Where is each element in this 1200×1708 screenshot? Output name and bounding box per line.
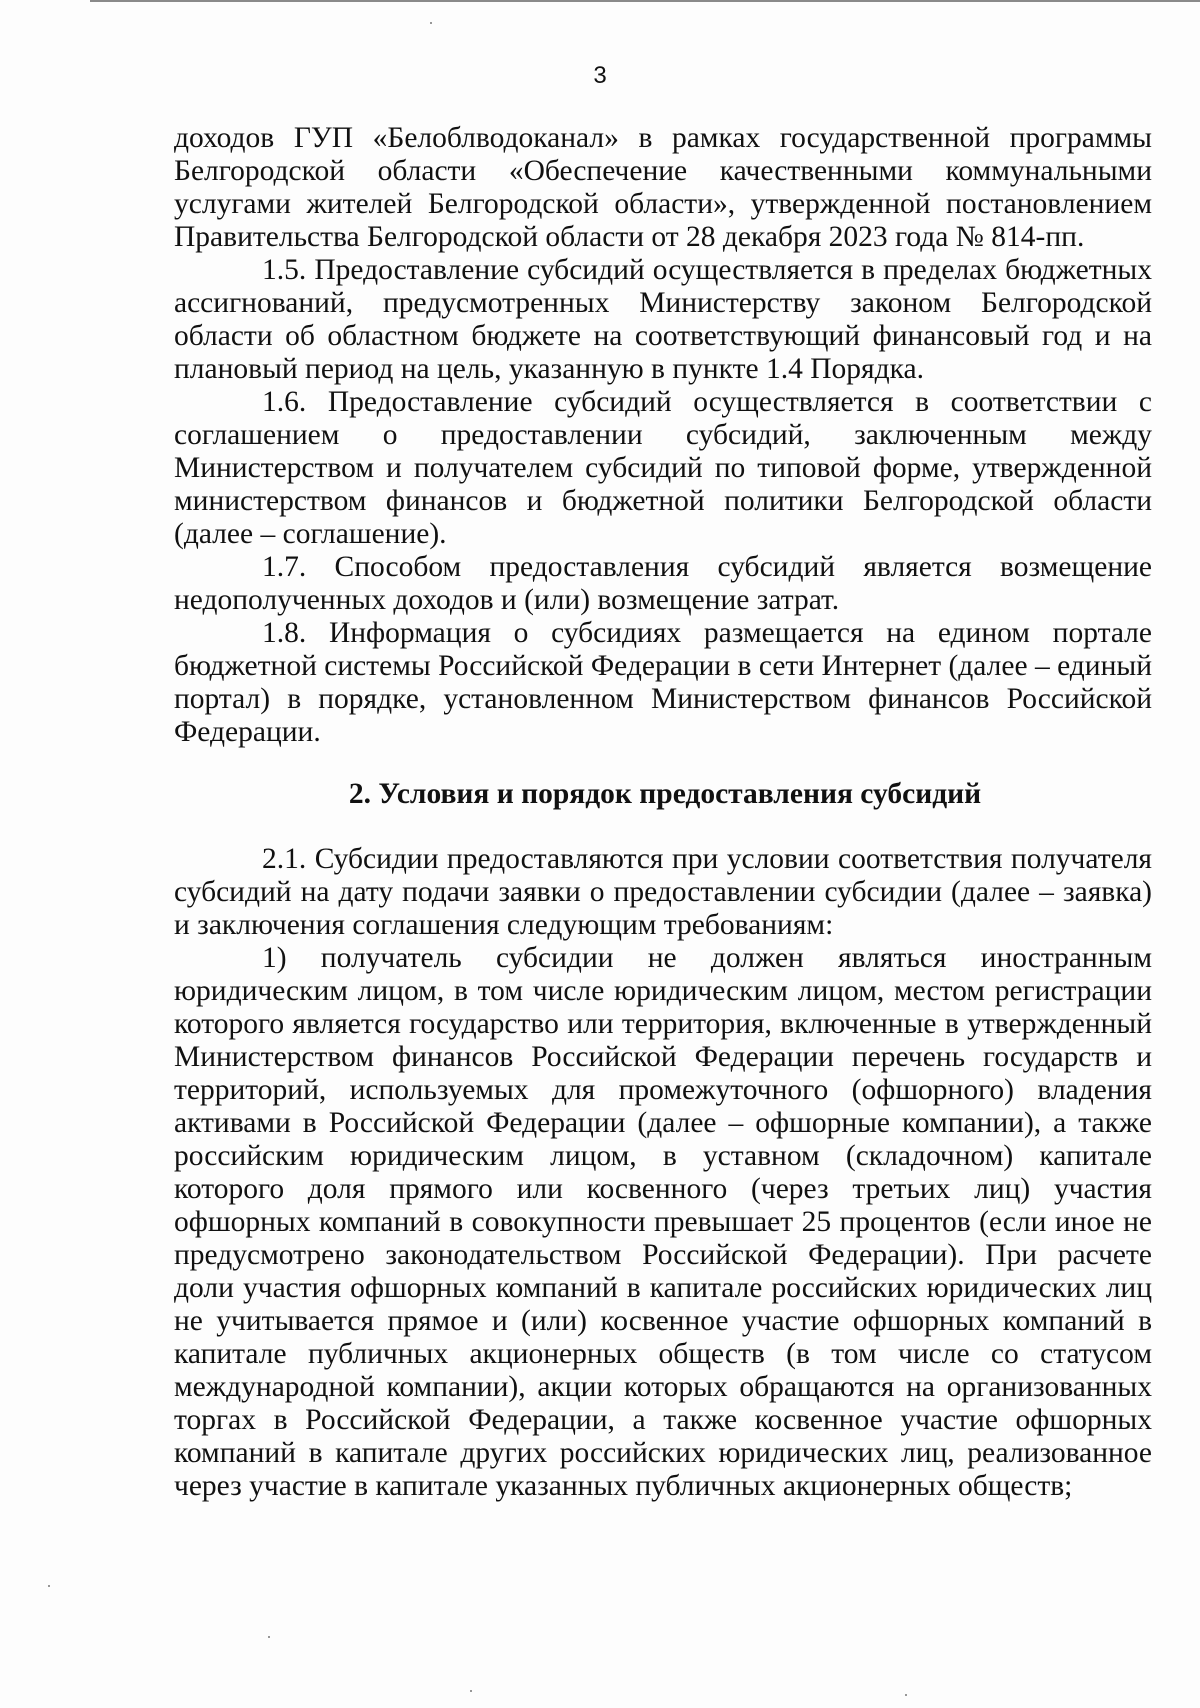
page-top-edge [90,0,1200,2]
scan-speck [470,1690,472,1692]
scan-speck [430,22,432,24]
scan-speck [268,1636,270,1638]
paragraph-2-1-item-1: 1) получатель субсидии не должен являться иностранным юридическим лицом, в том числе юридическим лицом, местом регистрации которого является государство или территория, включенные в утвержденный Министерством финансов Российской Федерации перечень государств и территорий, используемых для промежуточного (офшорного) владения активами в Российской Федерации (далее – офшорные компании), а также российским юридическим лицом, в уставном (складочном) капитале которого доля прямого или косвенного (через третьих лиц) участия офшорных компаний в совокупности превышает 25 процентов (если иное не предусмотрено законодательством Российской Федерации). При расчете доли участия офшорных компаний в капитале российских юридических лиц не учитывается прямое и (или) косвенное участие офшорных компаний в капитале публичных акционерных обществ (в том числе со статусом международной компании), акции которых обращаются на организованных торгах в Российской Федерации, а также косвенное участие офшорных компаний в капитале других российских юридических лиц, реализованное через участие в капитале указанных публичных акционерных обществ; [174,942,1152,1502]
paragraph-1-7: 1.7. Способом предоставления субсидий является возмещение недополученных доходов и (или) возмещение затрат. [174,551,1152,616]
paragraph-1-8: 1.8. Информация о субсидиях размещается на едином портале бюджетной системы Российской Федерации в сети Интернет (далее – единый портал) в порядке, установленном Министерством финансов Российской Федерации. [174,617,1152,748]
paragraph-2-1: 2.1. Субсидии предоставляются при условии соответствия получателя субсидий на дату подачи заявки о предоставлении субсидии (далее – заявка) и заключения соглашения следующим требованиям: [174,843,1152,941]
page-number: 3 [593,62,607,89]
paragraphs-section-2 [174,843,1152,1503]
scan-speck [905,1694,907,1696]
paragraph-continuation: доходов ГУП «Белоблводоканал» в рамках государственной программы Белгородской области «Обеспечение качественными коммунальными услугами жителей Белгородской области», утвержденной постановлением Правительства Белгородской области от 28 декабря 2023 года № 814-пп. [174,122,1152,253]
section-title: 2. Условия и порядок предоставления субсидий [348,778,982,810]
paragraph-1-5: 1.5. Предоставление субсидий осуществляется в пределах бюджетных ассигнований, предусмотренных Министерству законом Белгородской области об областном бюджете на соответствующий финансовый год и на плановый период на цель, указанную в пункте 1.4 Порядка. [174,254,1152,385]
paragraphs-section-1 [174,122,1152,749]
paragraph-1-6: 1.6. Предоставление субсидий осуществляется в соответствии с соглашением о предоставлении субсидий, заключенным между Министерством и получателем субсидий по типовой форме, утвержденной министерством финансов и бюджетной политики Белгородской области (далее – соглашение). [174,386,1152,550]
scan-speck [48,1585,50,1587]
